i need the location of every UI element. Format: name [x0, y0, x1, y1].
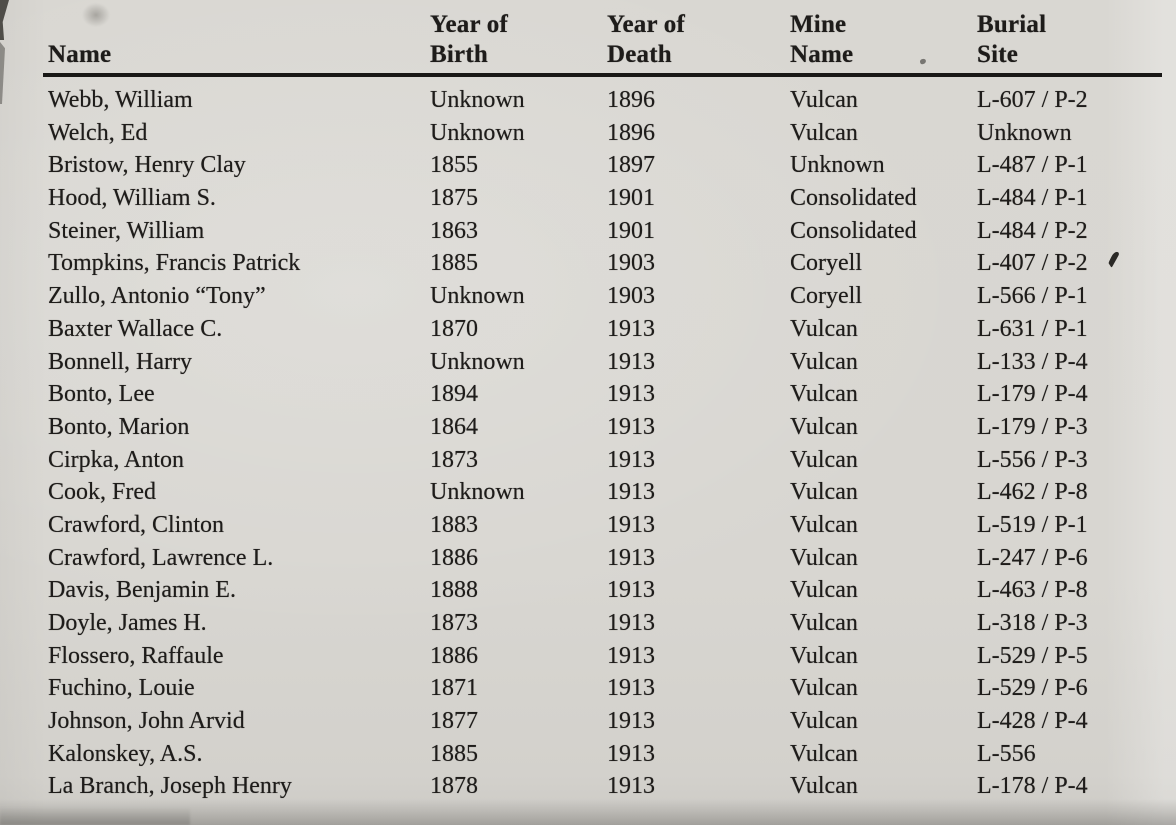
cell-year-of-death: 1913: [607, 348, 655, 375]
cell-year-of-birth: 1886: [430, 544, 478, 571]
table-row: [48, 215, 1162, 248]
cell-mine-name: Vulcan: [790, 446, 858, 473]
cell-year-of-death: 1913: [607, 381, 655, 408]
table-row: [48, 738, 1162, 771]
cell-name: Webb, William: [48, 87, 193, 113]
table-row: [48, 607, 1162, 640]
table-row: [48, 770, 1162, 803]
header-line: Name: [48, 41, 112, 68]
cell-name: Kalonskey, A.S.: [48, 740, 203, 767]
bottom-left-shadow: [0, 807, 190, 825]
column-header-burial-site: [977, 10, 1162, 70]
cell-name: Crawford, Lawrence L.: [48, 544, 274, 571]
cell-year-of-death: 1901: [607, 217, 655, 244]
cell-burial-site: L-556 / P-3: [977, 446, 1088, 473]
cell-mine-name: Vulcan: [790, 740, 858, 767]
cell-burial-site: Unknown: [977, 119, 1072, 146]
cell-year-of-birth: Unknown: [430, 87, 525, 113]
cell-burial-site: L-484 / P-2: [977, 217, 1088, 244]
cell-year-of-birth: 1877: [430, 708, 478, 735]
cell-year-of-birth: 1888: [430, 577, 478, 604]
table-row: [48, 640, 1162, 673]
table-row: [48, 411, 1162, 444]
column-header-year-of-birth: [430, 10, 607, 70]
cell-year-of-death: 1913: [607, 446, 655, 473]
cell-year-of-birth: 1886: [430, 642, 478, 669]
cell-year-of-death: 1901: [607, 185, 655, 212]
cell-year-of-death: 1913: [607, 315, 655, 342]
cell-name: Cook, Fred: [48, 479, 156, 506]
cell-name: Johnson, John Arvid: [48, 708, 245, 735]
left-edge-mark-artifact: [0, 42, 5, 104]
table-header-row: [43, 10, 1162, 77]
table-row: [48, 182, 1162, 215]
cell-mine-name: Vulcan: [790, 119, 858, 146]
cell-year-of-death: 1913: [607, 740, 655, 767]
cell-mine-name: Vulcan: [790, 315, 858, 342]
cell-year-of-birth: Unknown: [430, 479, 525, 506]
cell-mine-name: Consolidated: [790, 217, 917, 244]
cell-mine-name: Coryell: [790, 250, 862, 277]
cell-burial-site: L-631 / P-1: [977, 315, 1088, 342]
cell-burial-site: L-407 / P-2: [977, 250, 1088, 277]
cell-name: Tompkins, Francis Patrick: [48, 250, 301, 277]
cell-year-of-death: 1913: [607, 708, 655, 735]
cell-burial-site: L-462 / P-8: [977, 479, 1088, 506]
cell-mine-name: Vulcan: [790, 348, 858, 375]
cell-name: Welch, Ed: [48, 119, 148, 146]
cell-mine-name: Unknown: [790, 152, 885, 179]
header-line: Name: [790, 41, 854, 68]
cell-name: Cirpka, Anton: [48, 446, 184, 473]
table-row: [48, 247, 1162, 280]
table-row: [48, 509, 1162, 542]
cell-burial-site: L-428 / P-4: [977, 708, 1088, 735]
cell-burial-site: L-529 / P-6: [977, 675, 1088, 702]
cell-burial-site: L-529 / P-5: [977, 642, 1088, 669]
cell-mine-name: Vulcan: [790, 610, 858, 636]
cell-name: Bonto, Marion: [48, 413, 190, 440]
cell-year-of-birth: 1885: [430, 740, 478, 767]
cell-name: Bonto, Lee: [48, 381, 155, 408]
cell-year-of-death: 1913: [607, 577, 655, 604]
cell-mine-name: Vulcan: [790, 413, 858, 440]
cell-year-of-death: 1913: [607, 511, 655, 538]
table-row: [48, 280, 1162, 313]
cell-year-of-death: 1913: [607, 642, 655, 669]
cell-mine-name: Vulcan: [790, 544, 858, 571]
cell-year-of-birth: 1870: [430, 315, 478, 342]
table-row: [48, 476, 1162, 509]
cell-name: Steiner, William: [48, 217, 205, 244]
cell-burial-site: L-484 / P-1: [977, 185, 1088, 212]
cell-name: Flossero, Raffaule: [48, 642, 224, 669]
cell-year-of-birth: 1894: [430, 381, 478, 408]
cell-mine-name: Vulcan: [790, 642, 858, 669]
cell-name: Davis, Benjamin E.: [48, 577, 236, 604]
cell-year-of-birth: Unknown: [430, 348, 525, 375]
cell-name: La Branch, Joseph Henry: [48, 773, 292, 800]
cell-year-of-death: 1913: [607, 544, 655, 571]
header-line: Death: [607, 41, 672, 68]
table-row: [48, 313, 1162, 346]
cell-burial-site: L-463 / P-8: [977, 577, 1088, 604]
cell-burial-site: L-607 / P-2: [977, 87, 1088, 113]
header-line: Burial: [977, 11, 1047, 38]
cell-name: Bristow, Henry Clay: [48, 152, 246, 179]
cell-name: Fuchino, Louie: [48, 675, 195, 702]
header-line: Year of: [430, 11, 508, 38]
cell-mine-name: Consolidated: [790, 185, 917, 212]
cell-mine-name: Vulcan: [790, 381, 858, 408]
cell-mine-name: Coryell: [790, 283, 862, 310]
column-header-name: [48, 10, 430, 70]
header-line: Site: [977, 41, 1019, 68]
cell-year-of-birth: 1873: [430, 610, 478, 636]
column-header-year-of-death: [607, 10, 790, 70]
cell-mine-name: Vulcan: [790, 708, 858, 735]
burial-records-table: [48, 10, 1162, 803]
cell-burial-site: L-178 / P-4: [977, 773, 1088, 800]
cell-year-of-death: 1913: [607, 773, 655, 800]
table-row: [48, 378, 1162, 411]
cell-year-of-birth: 1883: [430, 511, 478, 538]
cell-burial-site: L-133 / P-4: [977, 348, 1088, 375]
top-left-edge-mark-artifact: [0, 0, 9, 40]
cell-burial-site: L-179 / P-3: [977, 413, 1088, 440]
cell-year-of-death: 1896: [607, 87, 655, 113]
cell-year-of-birth: 1871: [430, 675, 478, 702]
cell-year-of-birth: 1863: [430, 217, 478, 244]
cell-mine-name: Vulcan: [790, 577, 858, 604]
cell-name: Bonnell, Harry: [48, 348, 192, 375]
cell-year-of-birth: 1873: [430, 446, 478, 473]
table-row: [48, 705, 1162, 738]
cell-year-of-death: 1913: [607, 675, 655, 702]
cell-year-of-death: 1913: [607, 413, 655, 440]
header-line: Birth: [430, 41, 488, 68]
cell-mine-name: Vulcan: [790, 675, 858, 702]
table-row: [48, 84, 1162, 117]
cell-name: Crawford, Clinton: [48, 511, 224, 538]
table-row: [48, 149, 1162, 182]
cell-name: Zullo, Antonio “Tony”: [48, 283, 266, 310]
cell-burial-site: L-487 / P-1: [977, 152, 1088, 179]
cell-year-of-birth: Unknown: [430, 283, 525, 310]
table-row: [48, 117, 1162, 150]
cell-mine-name: Vulcan: [790, 773, 858, 800]
cell-year-of-death: 1897: [607, 152, 655, 179]
cell-year-of-death: 1913: [607, 479, 655, 506]
cell-year-of-birth: 1864: [430, 413, 478, 440]
cell-burial-site: L-566 / P-1: [977, 283, 1088, 310]
cell-name: Baxter Wallace C.: [48, 315, 223, 342]
cell-year-of-death: 1896: [607, 119, 655, 146]
cell-mine-name: Vulcan: [790, 87, 858, 113]
cell-year-of-birth: 1855: [430, 152, 478, 179]
cell-burial-site: L-519 / P-1: [977, 511, 1088, 538]
cell-year-of-death: 1913: [607, 610, 655, 636]
cell-mine-name: Vulcan: [790, 511, 858, 538]
cell-year-of-death: 1903: [607, 283, 655, 310]
cell-name: Hood, William S.: [48, 185, 216, 212]
header-line: Mine: [790, 11, 847, 38]
cell-year-of-death: 1903: [607, 250, 655, 277]
table-row: [48, 346, 1162, 379]
cell-name: Doyle, James H.: [48, 610, 207, 636]
table-row: [48, 444, 1162, 477]
table-row: [48, 542, 1162, 575]
cell-burial-site: L-318 / P-3: [977, 610, 1088, 636]
cell-year-of-birth: Unknown: [430, 119, 525, 146]
cell-mine-name: Vulcan: [790, 479, 858, 506]
cell-burial-site: L-247 / P-6: [977, 544, 1088, 571]
cell-burial-site: L-556: [977, 740, 1036, 767]
cell-year-of-birth: 1875: [430, 185, 478, 212]
column-header-mine-name: [790, 10, 977, 70]
table-row: [48, 672, 1162, 705]
cell-burial-site: L-179 / P-4: [977, 381, 1088, 408]
table-body: [48, 77, 1162, 803]
cell-year-of-birth: 1885: [430, 250, 478, 277]
table-row: [48, 574, 1162, 607]
header-line: Year of: [607, 11, 685, 38]
cell-year-of-birth: 1878: [430, 773, 478, 800]
